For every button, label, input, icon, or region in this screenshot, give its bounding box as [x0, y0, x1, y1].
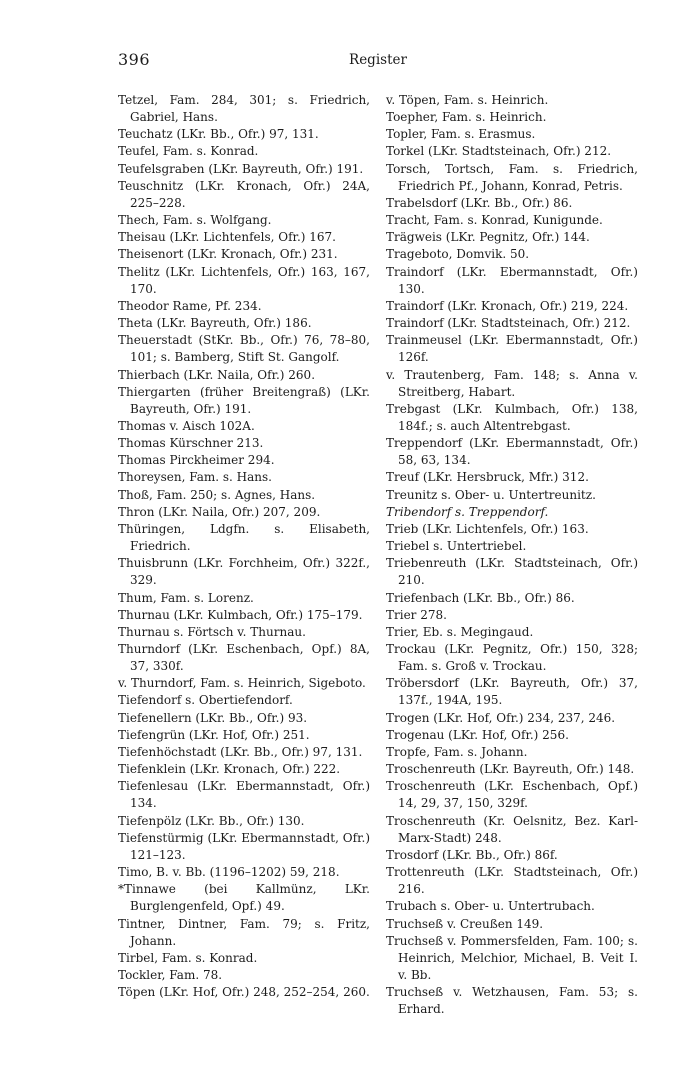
index-entry: *Tinnawe (bei Kallmünz, LKr. Burglengenfeld, Opf.) 49. — [118, 882, 370, 914]
index-entry: v. Töpen, Fam. s. Heinrich. — [386, 93, 549, 107]
index-entry: Triebel s. Untertriebel. — [386, 539, 527, 554]
index-entry: Troschenreuth (LKr. Eschenbach, Opf.) 14, 29, 37, 150, 329f. — [386, 779, 638, 811]
index-entry: Thurnau (LKr. Kulmbach, Ofr.) 175–179. — [118, 607, 363, 622]
index-entry: Teuschnitz (LKr. Kronach, Ofr.) 24A, 225–228. — [118, 178, 370, 210]
index-entry: Tropfe, Fam. s. Johann. — [386, 744, 528, 759]
index-entry: Thiergarten (früher Breitengraß) (LKr. Bayreuth, Ofr.) 191. — [118, 384, 370, 416]
index-entry: Tintner, Dintner, Fam. 79; s. Fritz, Johann. — [118, 916, 370, 948]
index-entry: Tracht, Fam. s. Konrad, Kunigunde. — [386, 213, 603, 228]
index-entry: Tiefengrün (LKr. Hof, Ofr.) 251. — [118, 727, 310, 742]
index-entry: Trosdorf (LKr. Bb., Ofr.) 86f. — [386, 847, 558, 862]
index-entry: Triebenreuth (LKr. Stadtsteinach, Ofr.) 210. — [386, 556, 638, 588]
index-entry: Teufel, Fam. s. Konrad. — [118, 144, 259, 159]
index-entry: Traindorf (LKr. Ebermannstadt, Ofr.) 130. — [386, 264, 638, 296]
index-entry: Tockler, Fam. 78. — [118, 967, 223, 982]
index-entry: Theuerstadt (StKr. Bb., Ofr.) 76, 78–80, 101; s. Bamberg, Stift St. Gangolf. — [118, 333, 370, 365]
index-entry: Trier, Eb. s. Megingaud. — [386, 624, 534, 639]
index-entry: Tirbel, Fam. s. Konrad. — [118, 950, 258, 965]
index-entry: Truchseß v. Pommersfelden, Fam. 100; s. Heinrich, Melchior, Michael, B. Veit I. v. Bb. — [386, 933, 638, 982]
index-entry: Thierbach (LKr. Naila, Ofr.) 260. — [118, 367, 316, 382]
index-entry: Thron (LKr. Naila, Ofr.) 207, 209. — [118, 504, 321, 519]
page-header — [118, 50, 638, 72]
index-entry: Theta (LKr. Bayreuth, Ofr.) 186. — [118, 316, 312, 331]
index-entry: Trägweis (LKr. Pegnitz, Ofr.) 144. — [386, 230, 590, 245]
index-entry: Trubach s. Ober- u. Untertrubach. — [386, 899, 595, 914]
index-entry: Triefenbach (LKr. Bb., Ofr.) 86. — [386, 590, 575, 605]
index-entry: Thoreysen, Fam. s. Hans. — [118, 470, 272, 485]
index-entry: Tiefenellern (LKr. Bb., Ofr.) 93. — [118, 710, 308, 725]
index-entry: Timo, B. v. Bb. (1196–1202) 59, 218. — [118, 865, 340, 880]
index-entry: Thomas Kürschner 213. — [118, 436, 264, 451]
index-entry: Topler, Fam. s. Erasmus. — [386, 127, 536, 142]
index-entry: Tiefenpölz (LKr. Bb., Ofr.) 130. — [118, 813, 305, 828]
index-entry: Tiefenstürmig (LKr. Ebermannstadt, Ofr.) 121–123. — [118, 830, 370, 862]
index-entry: Trottenreuth (LKr. Stadtsteinach, Ofr.) 216. — [386, 865, 638, 897]
index-entry: Truchseß v. Creußen 149. — [386, 916, 544, 931]
index-entry: Tribendorf s. Treppendorf. — [386, 504, 549, 519]
index-entry: Tiefenhöchstadt (LKr. Bb., Ofr.) 97, 131. — [118, 744, 363, 759]
page-number: 396 — [118, 50, 151, 69]
running-title: Register — [349, 52, 407, 68]
index-entry: Troschenreuth (Kr. Oelsnitz, Bez. Karl-Marx-Stadt) 248. — [386, 813, 638, 845]
index-entry: Torsch, Tortsch, Fam. s. Friedrich, Friedrich Pf., Johann, Konrad, Petris. — [386, 161, 638, 193]
index-entry: Tröbersdorf (LKr. Bayreuth, Ofr.) 37, 137f., 194A, 195. — [386, 676, 638, 708]
index-entry: Teufelsgraben (LKr. Bayreuth, Ofr.) 191. — [118, 161, 364, 176]
index-entry: Tetzel, Fam. 284, 301; s. Friedrich, Gabriel, Hans. — [118, 93, 370, 125]
index-entry: Theisau (LKr. Lichtenfels, Ofr.) 167. — [118, 230, 336, 245]
index-entry: Trier 278. — [386, 607, 447, 622]
index-entry: Trogenau (LKr. Hof, Ofr.) 256. — [386, 727, 569, 742]
index-entry: Thomas Pirckheimer 294. — [118, 453, 275, 468]
index-entry: Truchseß v. Wetzhausen, Fam. 53; s. Erhard. — [386, 985, 638, 1017]
index-entry: v. Trautenberg, Fam. 148; s. Anna v. Streitberg, Habart. — [386, 367, 638, 399]
index-entry: Thüringen, Ldgfn. s. Elisabeth, Friedrich. — [118, 521, 370, 554]
index-entry: Trageboto, Domvik. 50. — [386, 247, 530, 262]
index-entry: Torkel (LKr. Stadtsteinach, Ofr.) 212. — [386, 144, 612, 159]
index-entry: Traindorf (LKr. Stadtsteinach, Ofr.) 212. — [386, 316, 631, 331]
index-entry: Trieb (LKr. Lichtenfels, Ofr.) 163. — [386, 521, 589, 536]
index-entry: Theisenort (LKr. Kronach, Ofr.) 231. — [118, 247, 338, 262]
index-entry: Thurnau s. Förtsch v. Thurnau. — [118, 624, 306, 639]
index-entry: Traindorf (LKr. Kronach, Ofr.) 219, 224. — [386, 298, 629, 313]
right-index-column — [386, 92, 638, 1018]
index-entry: Thelitz (LKr. Lichtenfels, Ofr.) 163, 167, 170. — [118, 264, 370, 296]
index-entry: Trebgast (LKr. Kulmbach, Ofr.) 138, 184f.; s. auch Altentrebgast. — [386, 401, 638, 433]
left-index-column — [118, 92, 370, 1001]
index-entry: Thurndorf (LKr. Eschenbach, Opf.) 8A, 37, 330f. — [118, 642, 370, 674]
index-entry: Trogen (LKr. Hof, Ofr.) 234, 237, 246. — [386, 710, 616, 725]
index-entry: Thuisbrunn (LKr. Forchheim, Ofr.) 322f., 329. — [118, 556, 370, 588]
index-entry: Theodor Rame, Pf. 234. — [118, 298, 262, 313]
index-entry: Teuchatz (LKr. Bb., Ofr.) 97, 131. — [118, 127, 319, 142]
index-entry: Thomas v. Aisch 102A. — [118, 418, 255, 433]
index-entry: Trainmeusel (LKr. Ebermannstadt, Ofr.) 126f. — [386, 333, 638, 365]
index-entry: Toepher, Fam. s. Heinrich. — [386, 110, 547, 125]
index-entry: Thech, Fam. s. Wolfgang. — [118, 213, 272, 228]
index-entry: Troschenreuth (LKr. Bayreuth, Ofr.) 148. — [386, 762, 635, 777]
index-entry: Tiefenlesau (LKr. Ebermannstadt, Ofr.) 134. — [118, 779, 370, 811]
index-entry: Treuf (LKr. Hersbruck, Mfr.) 312. — [386, 470, 589, 485]
index-entry: Treppendorf (LKr. Ebermannstadt, Ofr.) 58, 63, 134. — [386, 436, 638, 468]
index-entry: Thum, Fam. s. Lorenz. — [118, 590, 254, 605]
index-entry: Treunitz s. Ober- u. Untertreunitz. — [386, 487, 596, 502]
index-entry: Tiefenklein (LKr. Kronach, Ofr.) 222. — [118, 762, 341, 777]
index-entry: Thoß, Fam. 250; s. Agnes, Hans. — [118, 487, 316, 502]
index-entry: v. Thurndorf, Fam. s. Heinrich, Sigeboto. — [118, 676, 366, 691]
index-entry: Trabelsdorf (LKr. Bb., Ofr.) 86. — [386, 195, 573, 210]
index-entry: Töpen (LKr. Hof, Ofr.) 248, 252–254, 260. — [118, 985, 370, 1000]
index-entry: Trockau (LKr. Pegnitz, Ofr.) 150, 328; Fam. s. Groß v. Trockau. — [386, 642, 638, 674]
index-entry: Tiefendorf s. Obertiefendorf. — [118, 693, 293, 708]
